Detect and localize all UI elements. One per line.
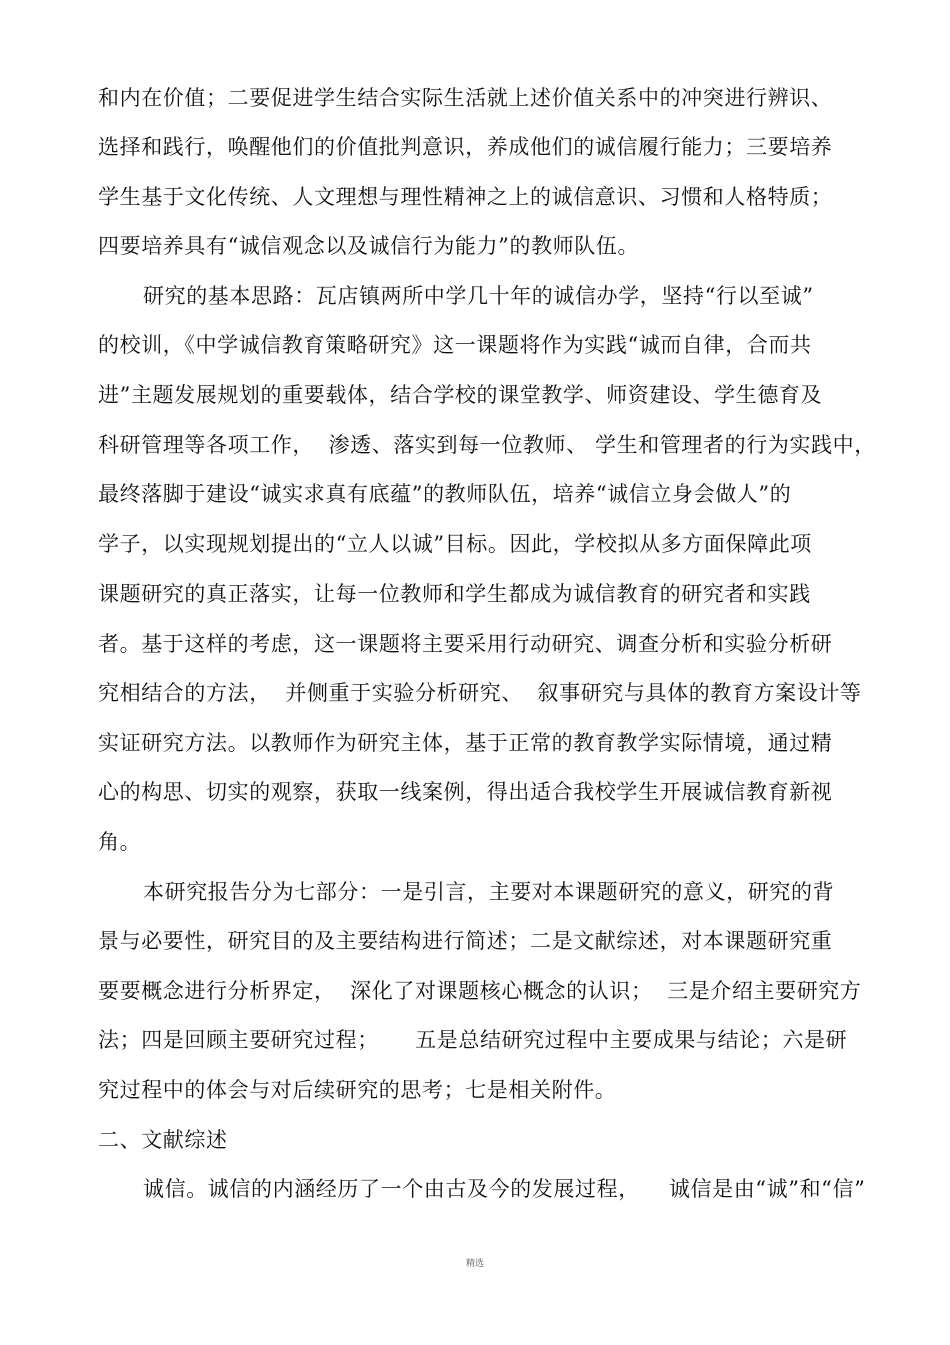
paragraph-line-5: 研究的基本思路：瓦店镇两所中学几十年的诚信办学，坚持“行以至诚” [143, 284, 814, 308]
paragraph-line-9: 最终落脚于建设“诚实求真有底蕴”的教师队伍，培养“诚信立身会做人”的 [98, 482, 792, 506]
paragraph-line-7: 进”主题发展规划的重要载体，结合学校的课堂教学、师资建设、学生德育及 [98, 383, 823, 407]
paragraph-line-19: 要要概念进行分析界定， 深化了对课题核心概念的认识； 三是介绍主要研究方 [98, 979, 862, 1003]
paragraph-line-16: 角。 [98, 830, 142, 854]
paragraph-line-18: 景与必要性，研究目的及主要结构进行简述；二是文献综述，对本课题研究重 [98, 929, 833, 953]
paragraph-line-6: 的校训，《中学诚信教育策略研究》这一课题将作为实践“诚而自律，合而共 [98, 333, 812, 357]
paragraph-line-20: 法；四是回顾主要研究过程； 五是总结研究过程中主要成果与结论；六是研 [98, 1028, 848, 1052]
paragraph-line-2: 选择和践行，唤醒他们的价值批判意识，养成他们的诚信履行能力；三要培养 [98, 135, 833, 159]
paragraph-line-14: 实证研究方法。以教师作为研究主体，基于正常的教育教学实际情境，通过精 [98, 731, 833, 755]
paragraph-line-21: 究过程中的体会与对后续研究的思考；七是相关附件。 [98, 1078, 617, 1102]
paragraph-line-12: 者。基于这样的考虑，这一课题将主要采用行动研究、调查分析和实验分析研 [98, 632, 833, 656]
paragraph-line-11: 课题研究的真正落实，让每一位教师和学生都成为诚信教育的研究者和实践 [98, 582, 811, 606]
paragraph-line-8: 科研管理等各项工作， 渗透、落实到每一位教师、 学生和管理者的行为实践中， [98, 433, 876, 457]
paragraph-line-1: 和内在价值；二要促进学生结合实际生活就上述价值关系中的冲突进行辨识、 [98, 86, 833, 110]
paragraph-line-17: 本研究报告分为七部分：一是引言，主要对本课题研究的意义，研究的背 [143, 880, 835, 904]
paragraph-line-4: 四要培养具有“诚信观念以及诚信行为能力”的教师队伍。 [98, 234, 640, 258]
paragraph-line-22: 诚信。诚信的内涵经历了一个由古及今的发展过程， 诚信是由“诚”和“信” [143, 1177, 866, 1201]
paragraph-line-15: 心的构思、切实的观察，获取一线案例，得出适合我校学生开展诚信教育新视 [98, 780, 833, 804]
paragraph-line-3: 学生基于文化传统、人文理想与理性精神之上的诚信意识、习惯和人格特质； [98, 185, 833, 209]
paragraph-line-13: 究相结合的方法， 并侧重于实验分析研究、 叙事研究与具体的教育方案设计等 [98, 681, 862, 705]
section-heading: 二、文献综述 [98, 1128, 228, 1152]
paragraph-line-10: 学子，以实现规划提出的“立人以诚”目标。因此，学校拟从多方面保障此项 [98, 532, 812, 556]
page-footer: 精选 [465, 1259, 484, 1269]
